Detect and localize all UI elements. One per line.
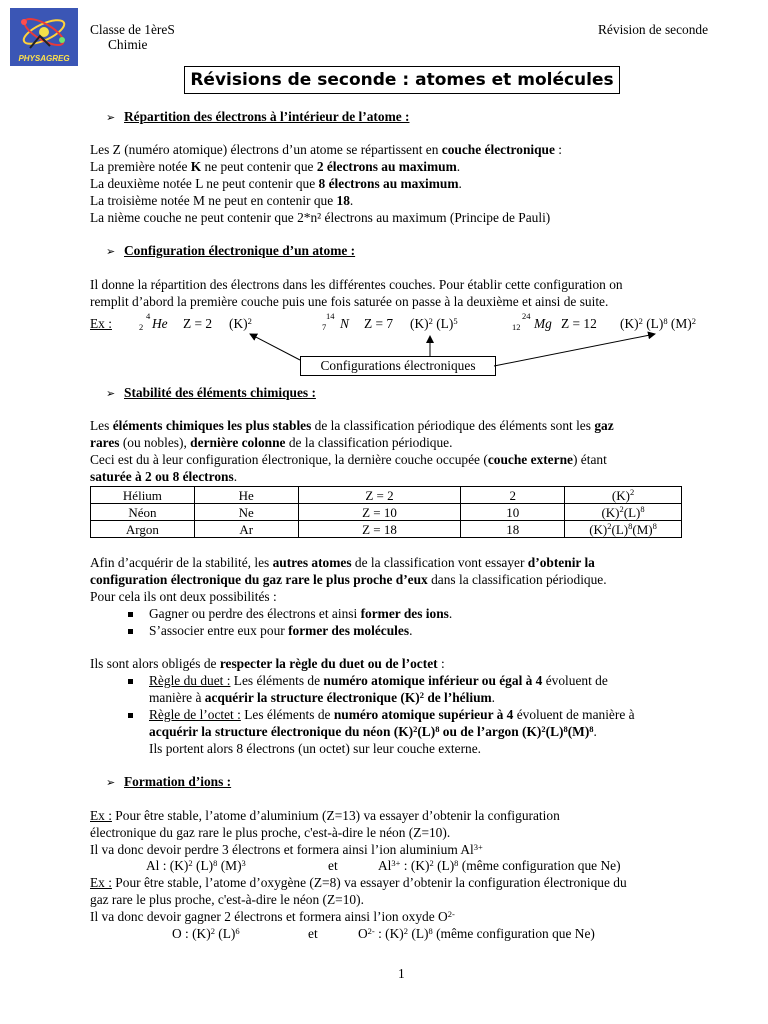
- arrow-bullet-icon: ➢: [106, 777, 116, 789]
- table-cell-name: Hélium: [91, 487, 195, 504]
- table-cell-n: 18: [461, 521, 565, 538]
- n-atomic-number: 7: [322, 322, 327, 332]
- rule-intro: Ils sont alors obligés de respecter la règle du duet ou de l’octet :: [90, 656, 445, 671]
- mg-symbol: Mg: [534, 316, 552, 331]
- page-number: 1: [398, 966, 405, 981]
- table-cell-n: 2: [461, 487, 565, 504]
- al-ion-config: $Al^{3+}$ : $(K)^2$ $(L)^8$ (même configuration que Ne): [378, 858, 621, 873]
- table-cell-config: $(K)^2$: [565, 487, 682, 504]
- s3-line-2: rares (ou nobles), dernière colonne de la classification périodique.: [90, 435, 453, 450]
- mg-mass-number: 24: [522, 311, 531, 321]
- header-right: Révision de seconde: [598, 22, 709, 37]
- noble-gas-table: [90, 486, 682, 538]
- s1-line-2: La première notée K ne peut contenir que 2 électrons au maximum.: [90, 159, 461, 174]
- section-heading-1: ➢ Répartition des électrons à l’intérieur de l’atome :: [106, 109, 410, 124]
- class-label: Classe de 1èreS: [90, 22, 175, 37]
- s4-ex2-line-1: Ex : Pour être stable, l’atome d’oxygène (Z=8) va essayer d’obtenir la configuration électronique du: [90, 875, 627, 890]
- al-and: et: [328, 858, 338, 873]
- config-label-box: [300, 356, 496, 376]
- s3-line-1: Les éléments chimiques les plus stables de la classification périodique des éléments sont les gaz: [90, 418, 614, 433]
- s3-p3: Pour cela ils ont deux possibilités :: [90, 589, 277, 604]
- arrow-bullet-icon: ➢: [106, 246, 116, 258]
- table-cell-z: Z = 10: [298, 504, 461, 521]
- table-cell-z: Z = 18: [298, 521, 461, 538]
- table-cell-z: Z = 2: [298, 487, 461, 504]
- table-cell-sym: Ar: [194, 521, 298, 538]
- table-cell-name: Argon: [91, 521, 195, 538]
- mg-atomic-number: 12: [512, 322, 521, 332]
- n-config: $(K)^2$ $(L)^5$: [410, 316, 458, 331]
- subject-label: Chimie: [108, 37, 148, 52]
- logo-text: PHYSAGREG: [18, 54, 70, 63]
- section-heading-4: ➢ Formation d’ions :: [106, 774, 232, 789]
- table-row: [91, 487, 682, 504]
- s3-line-4: saturée à 2 ou 8 électrons.: [90, 469, 238, 484]
- square-bullet-icon: [128, 629, 133, 634]
- ex-label: Ex :: [90, 316, 112, 331]
- table-row: [91, 504, 682, 521]
- octet-rule-line-1: Règle de l’octet : Les éléments de numéro atomique supérieur à 4 évoluent de manière à: [128, 707, 635, 723]
- s1-line-3: La deuxième notée L ne peut contenir que 8 électrons au maximum.: [90, 176, 462, 191]
- table-cell-name: Néon: [91, 504, 195, 521]
- bullet-molecules: S’associer entre eux pour former des molécules.: [128, 623, 412, 639]
- arrow-bullet-icon: ➢: [106, 112, 116, 124]
- he-z: Z = 2: [183, 316, 213, 331]
- s2-line-2: remplit d’abord la première couche puis une fois saturée on passe à la deuxième et ainsi de suite.: [90, 294, 609, 309]
- square-bullet-icon: [128, 679, 133, 684]
- s4-ex1-line-3: Il va donc devoir perdre 3 électrons et formera ainsi l’ion aluminium $Al^{3+}$: [90, 842, 483, 857]
- duet-rule-line-2: manière à acquérir la structure électronique $(K)^2$ de l’hélium.: [149, 690, 496, 705]
- n-symbol: N: [340, 316, 349, 331]
- s1-line-4: La troisième notée M ne peut en contenir que 18.: [90, 193, 354, 208]
- bullet-ions: Gagner ou perdre des électrons et ainsi former des ions.: [128, 606, 452, 622]
- he-atomic-number: 2: [139, 322, 144, 332]
- al-config: Al : $(K)^2$ $(L)^8$ $(M)^3$: [146, 858, 246, 873]
- o-and: et: [308, 926, 318, 941]
- octet-rule-line-2: acquérir la structure électronique du néon $(K)^2(L)^8$ ou de l’argon $(K)^2(L)^8(M)^8$.: [149, 724, 597, 739]
- s4-ex1-line-2: électronique du gaz rare le plus proche, c'est-à-dire le néon (Z=10).: [90, 825, 451, 840]
- octet-rule-line-3: Ils portent alors 8 électrons (un octet) sur leur couche externe.: [149, 741, 482, 756]
- table-cell-sym: Ne: [194, 504, 298, 521]
- mg-config: $(K)^2$ $(L)^8$ $(M)^2$: [620, 316, 696, 331]
- table-row: [91, 521, 682, 538]
- o-ion-config: $O^{2-}$ : $(K)^2$ $(L)^8$ (même configuration que Ne): [358, 926, 595, 941]
- table-cell-config: $(K)^2(L)^8(M)^8$: [565, 521, 682, 538]
- he-mass-number: 4: [146, 311, 151, 321]
- s2-line-1: Il donne la répartition des électrons dans les différentes couches. Pour établir cette configuration on: [90, 277, 623, 292]
- s4-ex1-line-1: Ex : Pour être stable, l’atome d’aluminium (Z=13) va essayer d’obtenir la configuration: [90, 808, 560, 823]
- n-mass-number: 14: [326, 311, 335, 321]
- s1-line-5: La nième couche ne peut contenir que 2*n² électrons au maximum (Principe de Pauli): [90, 210, 551, 225]
- config-label: Configurations électroniques: [320, 358, 476, 373]
- s4-ex2-line-3: Il va donc devoir gagner 2 électrons et formera ainsi l’ion oxyde $O^{2-}$: [90, 909, 455, 924]
- s4-ex2-line-2: gaz rare le plus proche, c'est-à-dire le néon (Z=10).: [90, 892, 364, 907]
- square-bullet-icon: [128, 713, 133, 718]
- table-cell-n: 10: [461, 504, 565, 521]
- o-config: O : $(K)^2$ $(L)^6$: [172, 926, 240, 941]
- page-title: Révisions de seconde : atomes et molécules: [190, 70, 614, 90]
- table-cell-config: $(K)^2(L)^8$: [565, 504, 682, 521]
- table-cell-sym: He: [194, 487, 298, 504]
- s3-line-3: Ceci est du à leur configuration électronique, la dernière couche occupée (couche externe) étant: [90, 452, 607, 467]
- duet-rule-line-1: Règle du duet : Les éléments de numéro atomique inférieur ou égal à 4 évoluent de: [128, 673, 608, 689]
- he-symbol: He: [152, 316, 168, 331]
- mg-z: Z = 12: [561, 316, 597, 331]
- square-bullet-icon: [128, 612, 133, 617]
- s3-p1: Afin d’acquérir de la stabilité, les autres atomes de la classification vont essayer d’obtenir la: [90, 555, 595, 570]
- s3-p2: configuration électronique du gaz rare le plus proche d’eux dans la classification périodique.: [90, 572, 607, 587]
- n-z: Z = 7: [364, 316, 394, 331]
- section-heading-3: ➢ Stabilité des éléments chimiques :: [106, 385, 316, 400]
- he-config: $(K)^2$: [229, 316, 252, 331]
- arrow-bullet-icon: ➢: [106, 388, 116, 400]
- s1-line-1: Les Z (numéro atomique) électrons d’un atome se répartissent en couche électronique :: [90, 142, 563, 157]
- section-heading-2: ➢ Configuration électronique d’un atome :: [106, 243, 356, 258]
- config-arrows: [0, 0, 768, 400]
